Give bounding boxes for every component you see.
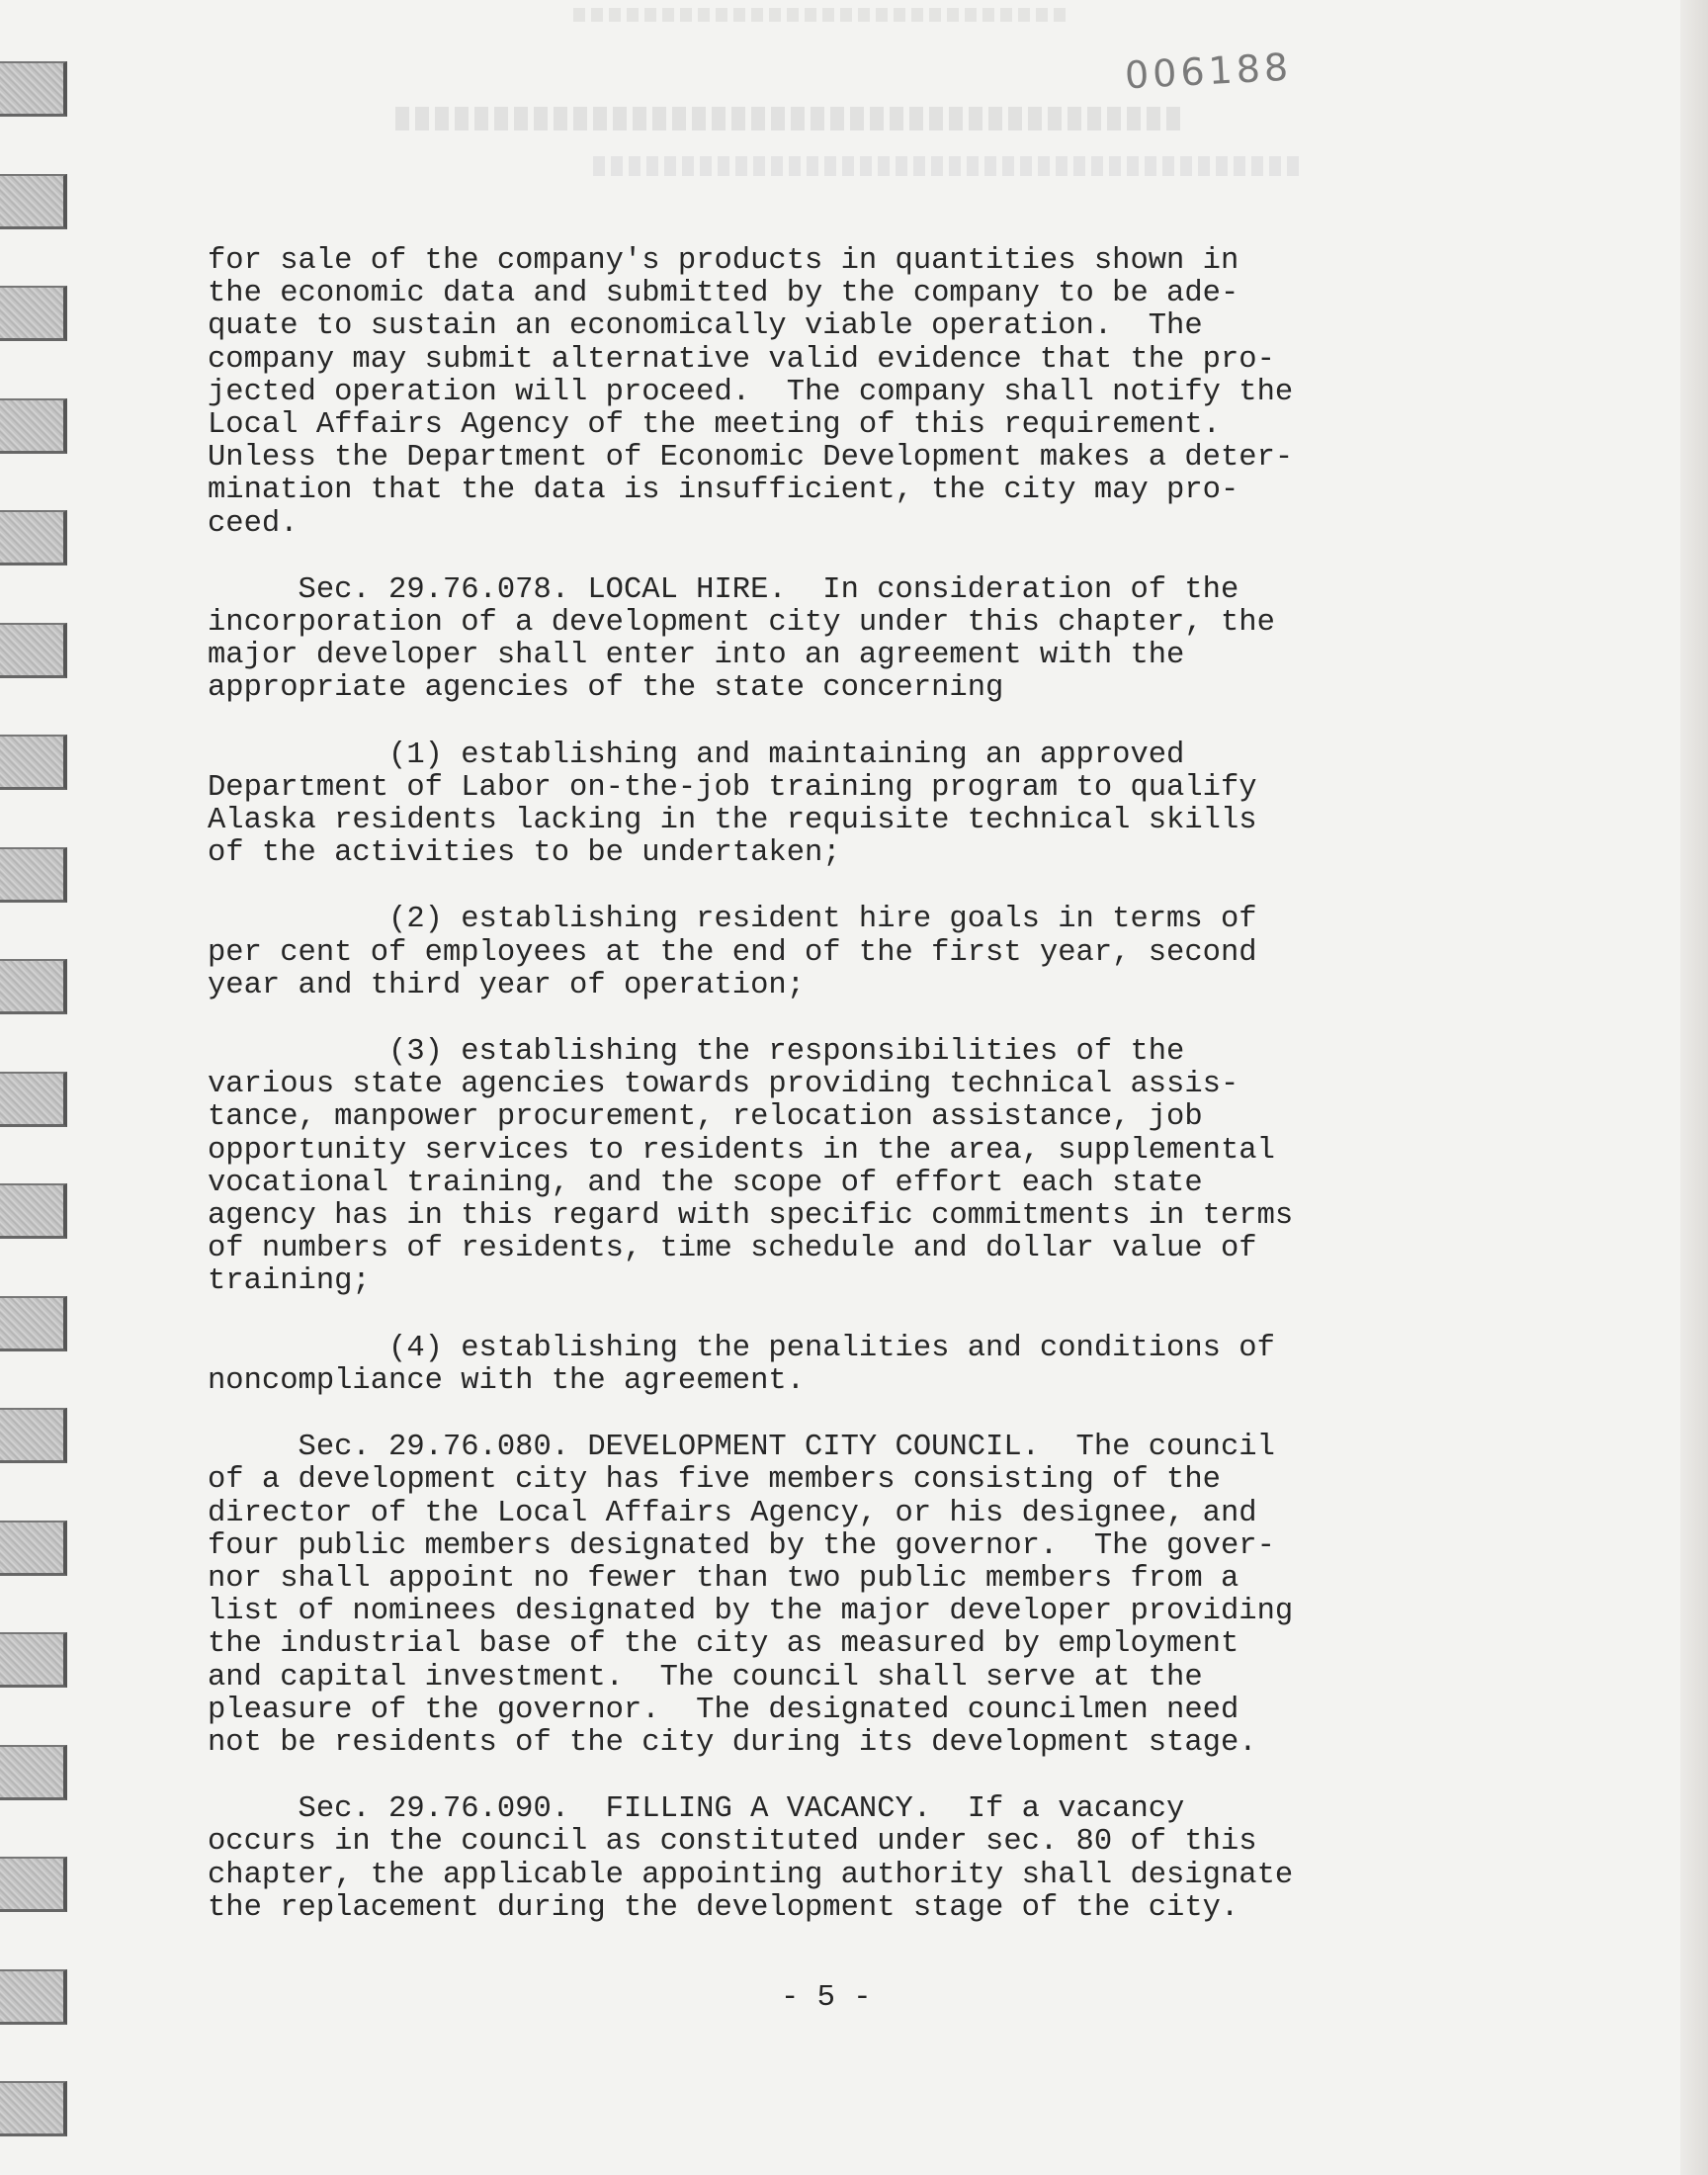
binding-ring xyxy=(0,1072,67,1127)
text-line: of the activities to be undertaken; xyxy=(208,836,841,871)
text-line: per cent of employees at the end of the first year, second xyxy=(208,935,1257,970)
text-line: (3) establishing the responsibilities of the xyxy=(208,1035,1185,1070)
binding-ring xyxy=(0,398,67,454)
text-line: Alaska residents lacking in the requisite technical skills xyxy=(208,804,1257,838)
bleed-through-mark xyxy=(573,8,1068,22)
text-line: various state agencies towards providing technical assis- xyxy=(208,1068,1239,1102)
binding-ring xyxy=(0,847,67,903)
text-line: for sale of the company's products in quantities shown in xyxy=(208,244,1239,278)
text-line: Local Affairs Agency of the meeting of this requirement. xyxy=(208,408,1221,443)
binding-ring xyxy=(0,735,67,790)
text-line: chapter, the applicable appointing authority shall designate xyxy=(208,1858,1294,1892)
text-line: training; xyxy=(208,1264,371,1299)
text-line: Department of Labor on-the-job training program to qualify xyxy=(208,770,1257,805)
text-line: incorporation of a development city under this chapter, the xyxy=(208,606,1275,641)
text-line: and capital investment. The council shall serve at the xyxy=(208,1660,1203,1695)
text-line: the replacement during the development stage of the city. xyxy=(208,1890,1239,1925)
text-line: company may submit alternative valid evidence that the pro- xyxy=(208,342,1275,377)
text-line: Sec. 29.76.080. DEVELOPMENT CITY COUNCIL. The council xyxy=(208,1431,1275,1465)
text-line: quate to sustain an economically viable operation. The xyxy=(208,309,1203,344)
text-line: vocational training, and the scope of effort each state xyxy=(208,1166,1203,1200)
paragraph-item-4 xyxy=(208,1333,1433,1398)
paragraph-item-3 xyxy=(208,1036,1433,1299)
binding-ring xyxy=(0,1745,67,1800)
text-line: tance, manpower procurement, relocation assistance, job xyxy=(208,1100,1203,1135)
binding-ring xyxy=(0,2081,67,2136)
binding-ring xyxy=(0,1408,67,1463)
binding-ring xyxy=(0,1521,67,1576)
binding-ring xyxy=(0,1969,67,2025)
text-line: major developer shall enter into an agreement with the xyxy=(208,639,1185,673)
paragraph-sec-080 xyxy=(208,1432,1433,1760)
paragraph-gap xyxy=(208,1398,1433,1432)
binding-ring xyxy=(0,959,67,1014)
text-line: (1) establishing and maintaining an approved xyxy=(208,738,1185,772)
paragraph-sec-078 xyxy=(208,574,1433,706)
text-line: director of the Local Affairs Agency, or his designee, and xyxy=(208,1496,1257,1530)
paragraph-item-2 xyxy=(208,904,1433,1002)
document-stamp-number: 006188 xyxy=(1123,44,1294,98)
text-line: opportunity services to residents in the area, supplemental xyxy=(208,1133,1275,1168)
text-line: (2) establishing resident hire goals in terms of xyxy=(208,903,1257,937)
text-line: Sec. 29.76.090. FILLING A VACANCY. If a vacancy xyxy=(208,1792,1185,1827)
text-line: not be residents of the city during its development stage. xyxy=(208,1725,1257,1760)
binding-ring xyxy=(0,286,67,341)
paragraph-gap xyxy=(208,1002,1433,1036)
text-line: pleasure of the governor. The designated councilmen need xyxy=(208,1693,1239,1727)
binding-ring xyxy=(0,1183,67,1239)
text-line: list of nominees designated by the major developer providing xyxy=(208,1595,1294,1629)
paragraph-item-1 xyxy=(208,740,1433,871)
binding-ring xyxy=(0,1296,67,1351)
paragraph-gap xyxy=(208,706,1433,740)
text-line: Unless the Department of Economic Development makes a deter- xyxy=(208,441,1294,476)
text-line: nor shall appoint no fewer than two public members from a xyxy=(208,1561,1239,1596)
text-line: four public members designated by the governor. The gover- xyxy=(208,1528,1275,1563)
text-line: of numbers of residents, time schedule and dollar value of xyxy=(208,1232,1257,1266)
page-number: - 5 - xyxy=(781,1981,872,2015)
text-line: ceed. xyxy=(208,506,299,541)
spiral-binding xyxy=(0,0,79,2175)
page-edge-shadow xyxy=(1680,0,1708,2175)
binding-ring xyxy=(0,510,67,566)
text-line: (4) establishing the penalities and conditions of xyxy=(208,1331,1275,1365)
binding-ring xyxy=(0,174,67,229)
text-line: the industrial base of the city as measured by employment xyxy=(208,1627,1239,1662)
paragraph-gap xyxy=(208,870,1433,904)
text-line: year and third year of operation; xyxy=(208,968,805,1002)
text-line: agency has in this regard with specific commitments in terms xyxy=(208,1199,1294,1234)
text-line: noncompliance with the agreement. xyxy=(208,1363,805,1398)
text-line: appropriate agencies of the state concerning xyxy=(208,671,1004,706)
paragraph-gap xyxy=(208,1760,1433,1793)
binding-ring xyxy=(0,623,67,678)
paragraph-sec-090 xyxy=(208,1793,1433,1925)
text-line: Sec. 29.76.078. LOCAL HIRE. In consideration of the xyxy=(208,572,1239,607)
text-line: mination that the data is insufficient, the city may pro- xyxy=(208,474,1239,508)
bleed-through-mark xyxy=(593,156,1305,176)
binding-ring xyxy=(0,61,67,117)
text-line: jected operation will proceed. The company shall notify the xyxy=(208,375,1294,409)
text-line: the economic data and submitted by the company to be ade- xyxy=(208,277,1239,311)
document-body xyxy=(208,245,1433,1925)
paragraph-continuation xyxy=(208,245,1433,541)
binding-ring xyxy=(0,1857,67,1912)
text-line: occurs in the council as constituted under sec. 80 of this xyxy=(208,1825,1257,1860)
paragraph-gap xyxy=(208,541,1433,574)
bleed-through-mark xyxy=(395,107,1186,130)
binding-ring xyxy=(0,1632,67,1688)
paragraph-gap xyxy=(208,1299,1433,1333)
text-line: of a development city has five members consisting of the xyxy=(208,1463,1221,1498)
